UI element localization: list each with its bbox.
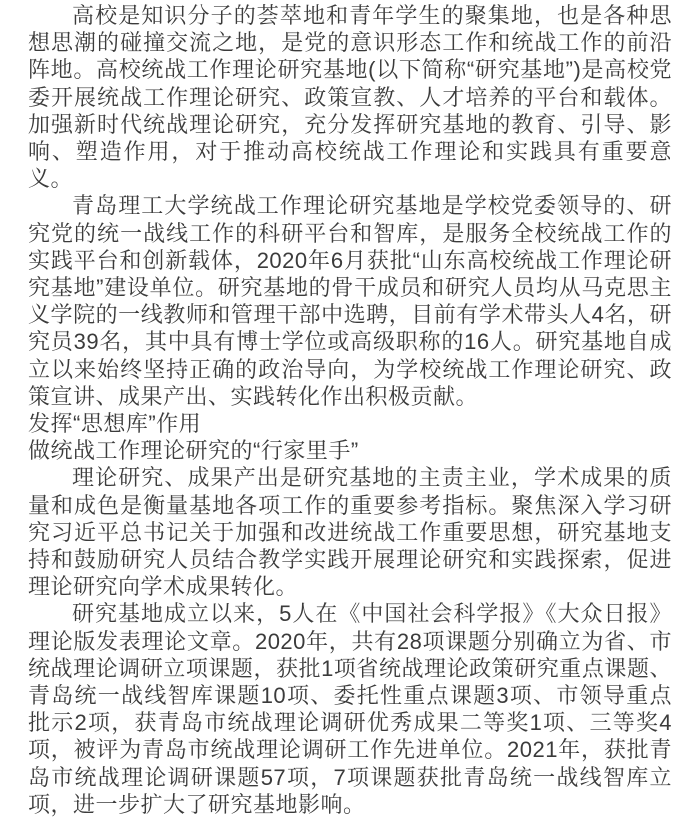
- subheading-expert-research: 做统战工作理论研究的“行家里手”: [28, 438, 359, 464]
- theory-research-paragraph: 理论研究、成果产出是研究基地的主责主业，学术成果的质量和成色是衡量基地各项工作的重要参考指标。聚焦深入学习研究习近平总书记关于加强和改进统战工作重要思想，研究基地支持和鼓励研究人员结合教学实践开展理论研究和实践探索，促进理论研究向学术成果转化。: [28, 465, 672, 600]
- base-overview-paragraph: 青岛理工大学统战工作理论研究基地是学校党委领导的、研究党的统一战线工作的科研平台和智库，是服务全校统战工作的实践平台和创新载体，2020年6月获批“山东高校统战工作理论研究基地”建设单位。研究基地的骨干成员和研究人员均从马克思主义学院的一线教师和管理干部中选聘，目前有学术带头人4名，研究员39名，其中具有博士学位或高级职称的16人。研究基地自成立以来始终坚持正确的政治导向，为学校统战工作理论研究、政策宣讲、成果产出、实践转化作出积极贡献。: [28, 193, 672, 409]
- achievements-paragraph: 研究基地成立以来，5人在《中国社会科学报》《大众日报》理论版发表理论文章。2020年，共有28项课题分别确立为省、市统战理论调研立项课题，获批1项省统战理论政策研究重点课题、青岛统一战线智库课题10项、委托性重点课题3项、市领导重点批示2项，获青岛市统战理论调研优秀成果二等奖1项、三等奖4项，被评为青岛市统战理论调研工作先进单位。2021年，获批青岛市统战理论调研课题57项，7项课题获批青岛统一战线智库立项，进一步扩大了研究基地影响。: [28, 601, 672, 817]
- subheading-think-tank-role: 发挥“思想库”作用: [28, 411, 202, 437]
- intro-paragraph: 高校是知识分子的荟萃地和青年学生的聚集地，也是各种思想思潮的碰撞交流之地，是党的意识形态工作和统战工作的前沿阵地。高校统战工作理论研究基地(以下简称“研究基地”)是高校党委开展统战工作理论研究、政策宣教、人才培养的平台和载体。加强新时代统战理论研究，充分发挥研究基地的教育、引导、影响、塑造作用，对于推动高校统战工作理论和实践具有重要意义。: [28, 3, 672, 192]
